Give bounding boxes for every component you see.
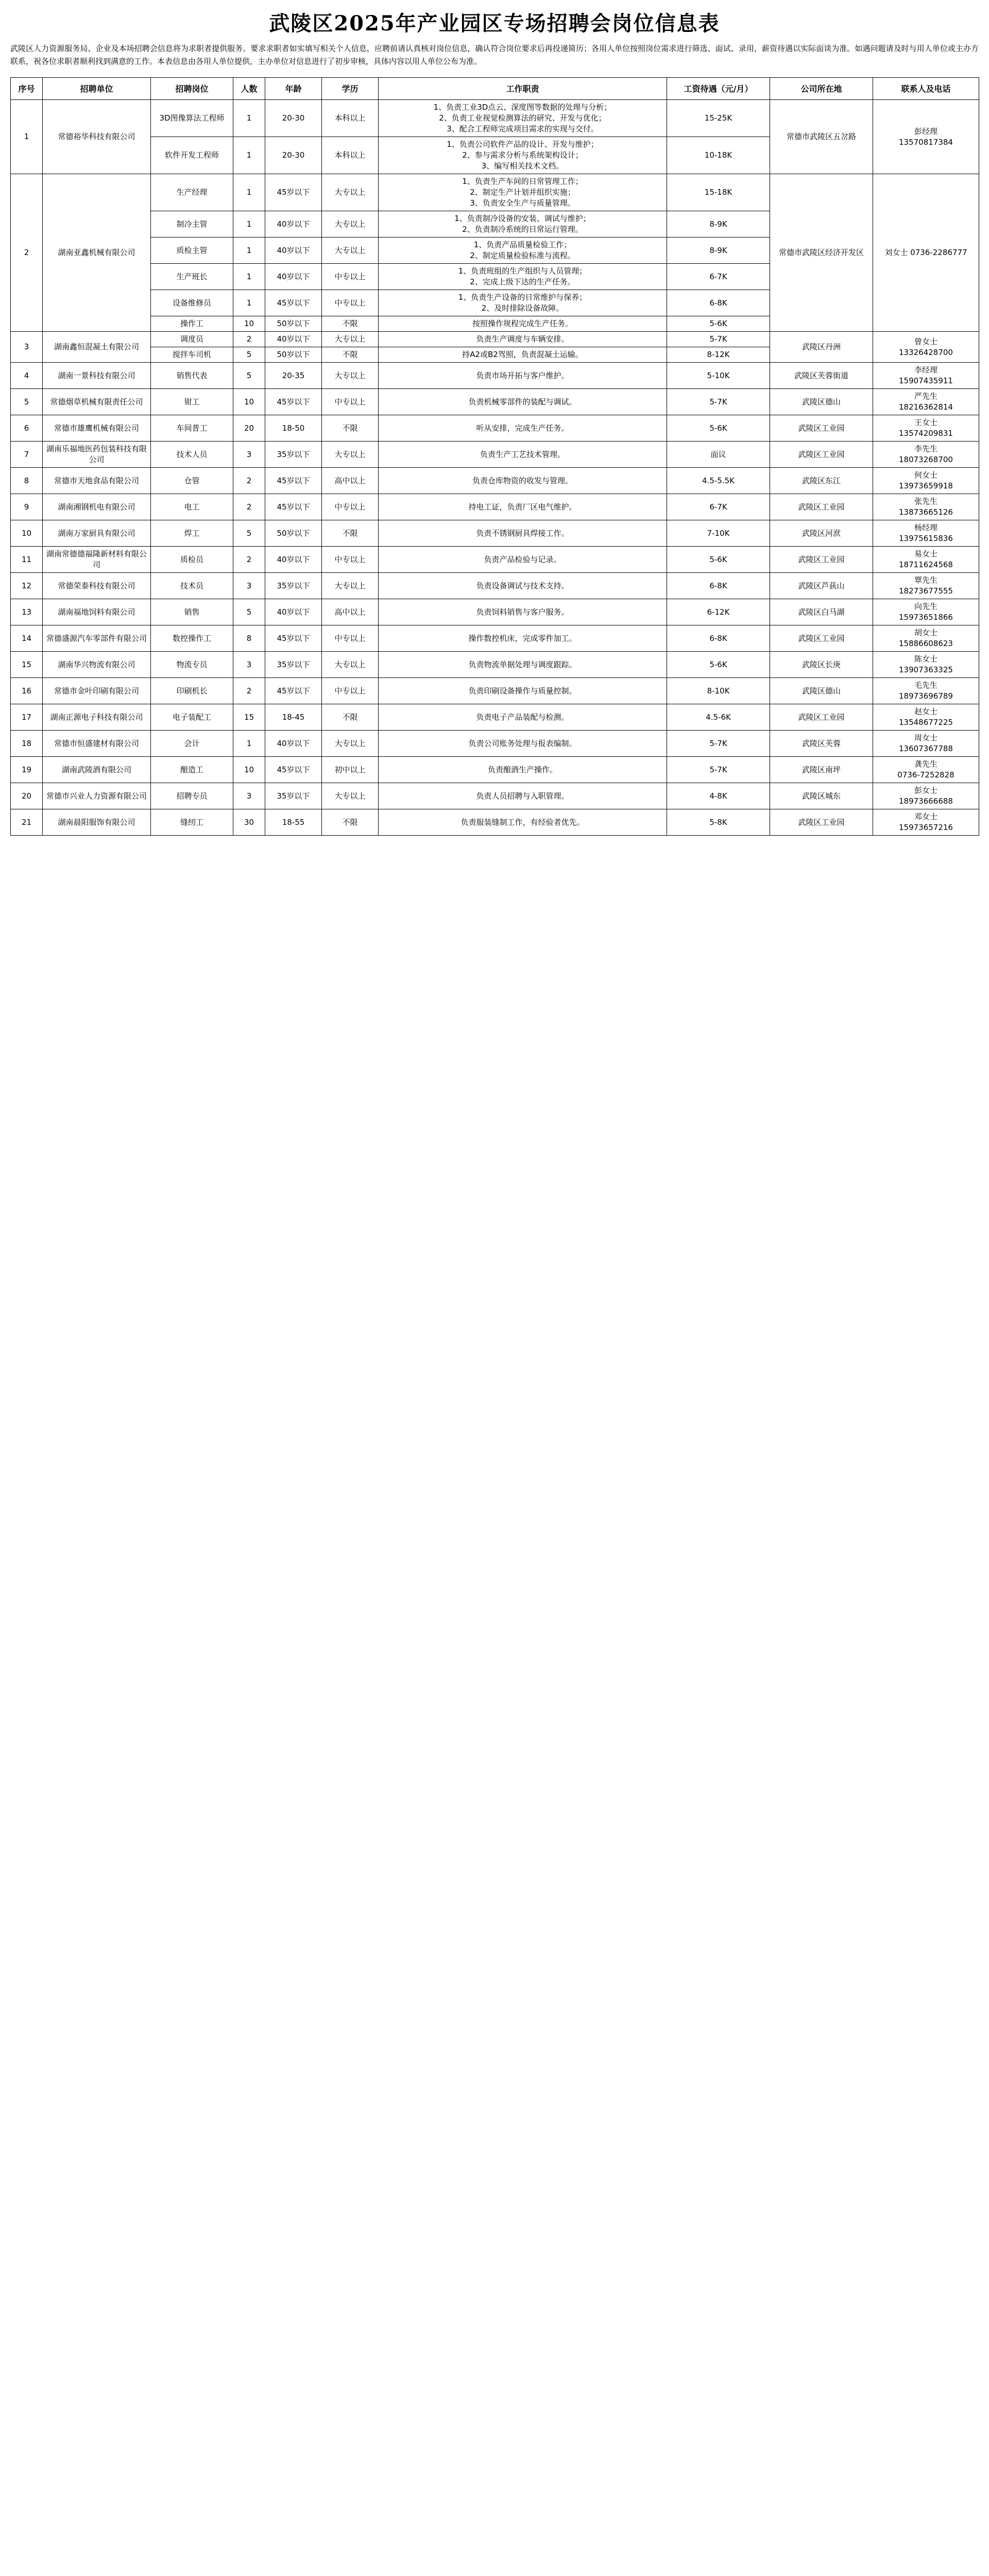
cell-no: 2 bbox=[11, 174, 43, 332]
cell-education: 不限 bbox=[322, 347, 379, 363]
cell-no: 15 bbox=[11, 652, 43, 678]
cell-count: 30 bbox=[233, 809, 265, 836]
cell-education: 大专以上 bbox=[322, 783, 379, 809]
cell-education: 大专以上 bbox=[322, 332, 379, 347]
cell-no: 3 bbox=[11, 332, 43, 363]
cell-salary: 5-6K bbox=[667, 316, 770, 332]
cell-company: 湖南一景科技有限公司 bbox=[43, 363, 151, 389]
cell-education: 中专以上 bbox=[322, 264, 379, 290]
cell-location: 武陵区丹洲 bbox=[770, 332, 873, 363]
cell-duties: 操作数控机床，完成零件加工。 bbox=[379, 625, 667, 652]
intro-text: 武陵区人力资源服务局、企业及本场招聘会信息将为求职者提供服务。要求求职者如实填写相关个人信息，应聘前请认真核对岗位信息，确认符合岗位要求后再投递简历；各用人单位按照岗位需求进行筛选、面试、录用，薪资待遇以实际面谈为准。如遇问题请及时与用人单位或主办方联系，祝各位求职者顺利找到满意的工作。本表信息由各用人单位提供，主办单位对信息进行了初步审核，具体内容以用人单位公布为准。 bbox=[10, 44, 979, 66]
cell-salary: 6-8K bbox=[667, 573, 770, 599]
cell-position: 技术人员 bbox=[151, 442, 233, 468]
cell-contact: 李经理 15907435911 bbox=[873, 363, 979, 389]
cell-no: 19 bbox=[11, 757, 43, 783]
cell-duties: 负责生产调度与车辆安排。 bbox=[379, 332, 667, 347]
cell-no: 5 bbox=[11, 389, 43, 415]
cell-position: 电子装配工 bbox=[151, 704, 233, 731]
cell-age: 18-45 bbox=[265, 704, 322, 731]
cell-count: 1 bbox=[233, 100, 265, 137]
table-row bbox=[11, 678, 979, 704]
table-row bbox=[11, 468, 979, 494]
cell-duties: 负责产品检验与记录。 bbox=[379, 547, 667, 573]
cell-contact: 严先生 18216362814 bbox=[873, 389, 979, 415]
cell-contact: 刘女士 0736-2286777 bbox=[873, 174, 979, 332]
cell-no: 17 bbox=[11, 704, 43, 731]
cell-count: 1 bbox=[233, 211, 265, 238]
cell-contact: 彭经理 13570817384 bbox=[873, 100, 979, 174]
cell-duties: 负责服装缝制工作，有经验者优先。 bbox=[379, 809, 667, 836]
table-row bbox=[11, 547, 979, 573]
cell-age: 45岁以下 bbox=[265, 290, 322, 316]
cell-contact: 彭女士 18973666688 bbox=[873, 783, 979, 809]
cell-location: 武陵区南坪 bbox=[770, 757, 873, 783]
cell-education: 中专以上 bbox=[322, 625, 379, 652]
cell-location: 武陵区芙蓉街道 bbox=[770, 363, 873, 389]
cell-no: 10 bbox=[11, 520, 43, 547]
cell-no: 7 bbox=[11, 442, 43, 468]
cell-location: 武陵区城东 bbox=[770, 783, 873, 809]
cell-count: 5 bbox=[233, 363, 265, 389]
cell-position: 缝纫工 bbox=[151, 809, 233, 836]
col-header-company: 招聘单位 bbox=[43, 78, 151, 100]
cell-salary: 5-7K bbox=[667, 332, 770, 347]
cell-position: 生产经理 bbox=[151, 174, 233, 211]
cell-salary: 4.5-5.5K bbox=[667, 468, 770, 494]
cell-education: 不限 bbox=[322, 704, 379, 731]
cell-age: 50岁以下 bbox=[265, 520, 322, 547]
col-header-location: 公司所在地 bbox=[770, 78, 873, 100]
cell-company: 湖南福地饲料有限公司 bbox=[43, 599, 151, 625]
cell-education: 高中以上 bbox=[322, 599, 379, 625]
cell-position: 质检员 bbox=[151, 547, 233, 573]
cell-education: 中专以上 bbox=[322, 678, 379, 704]
cell-contact: 李先生 18073268700 bbox=[873, 442, 979, 468]
cell-age: 35岁以下 bbox=[265, 573, 322, 599]
cell-count: 2 bbox=[233, 468, 265, 494]
table-row bbox=[11, 599, 979, 625]
table-row bbox=[11, 100, 979, 137]
cell-salary: 5-7K bbox=[667, 389, 770, 415]
cell-age: 35岁以下 bbox=[265, 783, 322, 809]
cell-duties: 负责机械零部件的装配与调试。 bbox=[379, 389, 667, 415]
table-row bbox=[11, 704, 979, 731]
table-row bbox=[11, 520, 979, 547]
table-row bbox=[11, 652, 979, 678]
cell-age: 40岁以下 bbox=[265, 332, 322, 347]
cell-age: 40岁以下 bbox=[265, 238, 322, 264]
cell-location: 武陵区德山 bbox=[770, 678, 873, 704]
cell-contact: 向先生 15973651866 bbox=[873, 599, 979, 625]
cell-age: 50岁以下 bbox=[265, 316, 322, 332]
cell-age: 45岁以下 bbox=[265, 625, 322, 652]
cell-no: 6 bbox=[11, 415, 43, 442]
cell-position: 数控操作工 bbox=[151, 625, 233, 652]
col-header-no: 序号 bbox=[11, 78, 43, 100]
cell-age: 40岁以下 bbox=[265, 599, 322, 625]
cell-location: 武陵区河洑 bbox=[770, 520, 873, 547]
cell-salary: 15-25K bbox=[667, 100, 770, 137]
cell-contact: 胡女士 15886608623 bbox=[873, 625, 979, 652]
cell-education: 大专以上 bbox=[322, 652, 379, 678]
cell-duties: 持电工证，负责厂区电气维护。 bbox=[379, 494, 667, 520]
table-row bbox=[11, 625, 979, 652]
cell-age: 45岁以下 bbox=[265, 678, 322, 704]
cell-contact: 何女士 13973659918 bbox=[873, 468, 979, 494]
cell-age: 45岁以下 bbox=[265, 389, 322, 415]
cell-no: 9 bbox=[11, 494, 43, 520]
cell-no: 18 bbox=[11, 731, 43, 757]
cell-location: 常德市武陵区五岔路 bbox=[770, 100, 873, 174]
cell-education: 不限 bbox=[322, 415, 379, 442]
cell-duties: 负责物流单据处理与调度跟踪。 bbox=[379, 652, 667, 678]
cell-salary: 15-18K bbox=[667, 174, 770, 211]
cell-contact: 张先生 13873665126 bbox=[873, 494, 979, 520]
cell-salary: 8-10K bbox=[667, 678, 770, 704]
cell-count: 1 bbox=[233, 290, 265, 316]
cell-duties: 负责人员招聘与入职管理。 bbox=[379, 783, 667, 809]
cell-company: 常德烟草机械有限责任公司 bbox=[43, 389, 151, 415]
cell-company: 常德市金叶印刷有限公司 bbox=[43, 678, 151, 704]
cell-company: 湖南常德德福隆新材料有限公司 bbox=[43, 547, 151, 573]
cell-company: 常德市雄鹰机械有限公司 bbox=[43, 415, 151, 442]
cell-count: 1 bbox=[233, 174, 265, 211]
table-row bbox=[11, 783, 979, 809]
cell-age: 40岁以下 bbox=[265, 211, 322, 238]
cell-count: 2 bbox=[233, 332, 265, 347]
cell-contact: 毛先生 18973696789 bbox=[873, 678, 979, 704]
cell-salary: 6-7K bbox=[667, 494, 770, 520]
cell-count: 10 bbox=[233, 316, 265, 332]
cell-position: 物流专员 bbox=[151, 652, 233, 678]
cell-company: 湖南武陵酒有限公司 bbox=[43, 757, 151, 783]
cell-company: 湖南华兴物流有限公司 bbox=[43, 652, 151, 678]
cell-position: 调度员 bbox=[151, 332, 233, 347]
cell-position: 印刷机长 bbox=[151, 678, 233, 704]
cell-no: 8 bbox=[11, 468, 43, 494]
cell-education: 中专以上 bbox=[322, 547, 379, 573]
cell-duties: 持A2或B2驾照，负责混凝土运输。 bbox=[379, 347, 667, 363]
cell-location: 武陵区东江 bbox=[770, 468, 873, 494]
cell-location: 武陵区工业园 bbox=[770, 625, 873, 652]
cell-salary: 5-7K bbox=[667, 731, 770, 757]
cell-education: 初中以上 bbox=[322, 757, 379, 783]
cell-company: 常德裕华科技有限公司 bbox=[43, 100, 151, 174]
cell-count: 3 bbox=[233, 442, 265, 468]
col-header-duties: 工作职责 bbox=[379, 78, 667, 100]
cell-education: 中专以上 bbox=[322, 494, 379, 520]
cell-contact: 陈女士 13907363325 bbox=[873, 652, 979, 678]
cell-position: 会计 bbox=[151, 731, 233, 757]
table-row bbox=[11, 389, 979, 415]
cell-duties: 负责不锈钢厨具焊接工作。 bbox=[379, 520, 667, 547]
cell-location: 武陵区工业园 bbox=[770, 704, 873, 731]
cell-company: 常德市天地食品有限公司 bbox=[43, 468, 151, 494]
cell-contact: 王女士 13574209831 bbox=[873, 415, 979, 442]
cell-company: 湖南正源电子科技有限公司 bbox=[43, 704, 151, 731]
table-header-row bbox=[11, 78, 979, 100]
cell-no: 1 bbox=[11, 100, 43, 174]
table-row bbox=[11, 332, 979, 347]
cell-duties: 负责印刷设备操作与质量控制。 bbox=[379, 678, 667, 704]
cell-count: 2 bbox=[233, 678, 265, 704]
cell-salary: 8-9K bbox=[667, 238, 770, 264]
cell-company: 湖南万家厨具有限公司 bbox=[43, 520, 151, 547]
cell-location: 武陵区工业园 bbox=[770, 809, 873, 836]
cell-education: 大专以上 bbox=[322, 211, 379, 238]
cell-age: 20-35 bbox=[265, 363, 322, 389]
cell-salary: 6-8K bbox=[667, 625, 770, 652]
cell-position: 招聘专员 bbox=[151, 783, 233, 809]
cell-company: 湖南鑫恒混凝土有限公司 bbox=[43, 332, 151, 363]
cell-education: 大专以上 bbox=[322, 573, 379, 599]
cell-no: 16 bbox=[11, 678, 43, 704]
cell-duties: 1、负责生产设备的日常维护与保养； 2、及时排除设备故障。 bbox=[379, 290, 667, 316]
cell-count: 1 bbox=[233, 731, 265, 757]
col-header-contact: 联系人及电话 bbox=[873, 78, 979, 100]
cell-age: 45岁以下 bbox=[265, 494, 322, 520]
cell-location: 武陵区工业园 bbox=[770, 547, 873, 573]
cell-position: 质检主管 bbox=[151, 238, 233, 264]
cell-age: 35岁以下 bbox=[265, 442, 322, 468]
cell-salary: 5-8K bbox=[667, 809, 770, 836]
cell-duties: 负责设备调试与技术支持。 bbox=[379, 573, 667, 599]
cell-count: 3 bbox=[233, 573, 265, 599]
cell-duties: 按照操作规程完成生产任务。 bbox=[379, 316, 667, 332]
cell-education: 不限 bbox=[322, 316, 379, 332]
cell-salary: 面议 bbox=[667, 442, 770, 468]
cell-duties: 1、负责班组的生产组织与人员管理； 2、完成上级下达的生产任务。 bbox=[379, 264, 667, 290]
cell-duties: 负责市场开拓与客户维护。 bbox=[379, 363, 667, 389]
cell-contact: 龚先生 0736-7252828 bbox=[873, 757, 979, 783]
cell-position: 搅拌车司机 bbox=[151, 347, 233, 363]
cell-no: 11 bbox=[11, 547, 43, 573]
cell-company: 常德市兴业人力资源有限公司 bbox=[43, 783, 151, 809]
cell-count: 15 bbox=[233, 704, 265, 731]
cell-salary: 6-8K bbox=[667, 290, 770, 316]
cell-count: 2 bbox=[233, 547, 265, 573]
cell-age: 20-30 bbox=[265, 100, 322, 137]
cell-education: 大专以上 bbox=[322, 238, 379, 264]
cell-salary: 4-8K bbox=[667, 783, 770, 809]
cell-count: 3 bbox=[233, 652, 265, 678]
cell-duties: 1、负责公司软件产品的设计、开发与维护； 2、参与需求分析与系统架构设计； 3、编写相关技术文档。 bbox=[379, 137, 667, 174]
cell-education: 中专以上 bbox=[322, 389, 379, 415]
cell-education: 不限 bbox=[322, 520, 379, 547]
cell-duties: 负责公司账务处理与报表编制。 bbox=[379, 731, 667, 757]
table-row bbox=[11, 415, 979, 442]
table-row bbox=[11, 363, 979, 389]
cell-position: 设备维修员 bbox=[151, 290, 233, 316]
cell-location: 武陵区工业园 bbox=[770, 415, 873, 442]
cell-education: 大专以上 bbox=[322, 442, 379, 468]
cell-location: 武陵区工业园 bbox=[770, 494, 873, 520]
cell-location: 武陵区白马湖 bbox=[770, 599, 873, 625]
cell-position: 销售 bbox=[151, 599, 233, 625]
cell-age: 18-50 bbox=[265, 415, 322, 442]
cell-salary: 6-7K bbox=[667, 264, 770, 290]
cell-no: 4 bbox=[11, 363, 43, 389]
cell-duties: 负责电子产品装配与检测。 bbox=[379, 704, 667, 731]
cell-company: 常德盛源汽车零部件有限公司 bbox=[43, 625, 151, 652]
cell-count: 1 bbox=[233, 137, 265, 174]
cell-education: 高中以上 bbox=[322, 468, 379, 494]
cell-count: 2 bbox=[233, 494, 265, 520]
cell-salary: 7-10K bbox=[667, 520, 770, 547]
cell-no: 12 bbox=[11, 573, 43, 599]
cell-duties: 负责酿酒生产操作。 bbox=[379, 757, 667, 783]
cell-education: 大专以上 bbox=[322, 174, 379, 211]
cell-salary: 5-6K bbox=[667, 415, 770, 442]
cell-age: 40岁以下 bbox=[265, 731, 322, 757]
cell-company: 湖南乐福地医药包装科技有限公司 bbox=[43, 442, 151, 468]
table-row bbox=[11, 731, 979, 757]
cell-education: 本科以上 bbox=[322, 100, 379, 137]
cell-count: 5 bbox=[233, 347, 265, 363]
cell-age: 18-55 bbox=[265, 809, 322, 836]
cell-age: 45岁以下 bbox=[265, 757, 322, 783]
cell-count: 3 bbox=[233, 783, 265, 809]
cell-position: 操作工 bbox=[151, 316, 233, 332]
cell-salary: 8-12K bbox=[667, 347, 770, 363]
cell-company: 湖南亚鑫机械有限公司 bbox=[43, 174, 151, 332]
cell-education: 大专以上 bbox=[322, 363, 379, 389]
cell-contact: 周女士 13607367788 bbox=[873, 731, 979, 757]
cell-age: 20-30 bbox=[265, 137, 322, 174]
cell-contact: 曾女士 13326428700 bbox=[873, 332, 979, 363]
cell-contact: 覃先生 18273677555 bbox=[873, 573, 979, 599]
table-row bbox=[11, 757, 979, 783]
cell-no: 20 bbox=[11, 783, 43, 809]
cell-position: 制冷主管 bbox=[151, 211, 233, 238]
cell-position: 销售代表 bbox=[151, 363, 233, 389]
cell-count: 1 bbox=[233, 264, 265, 290]
cell-company: 常德荣泰科技有限公司 bbox=[43, 573, 151, 599]
cell-salary: 6-12K bbox=[667, 599, 770, 625]
table-row bbox=[11, 494, 979, 520]
cell-contact: 杨经理 13975615836 bbox=[873, 520, 979, 547]
cell-age: 40岁以下 bbox=[265, 264, 322, 290]
cell-position: 3D图像算法工程师 bbox=[151, 100, 233, 137]
cell-salary: 5-6K bbox=[667, 652, 770, 678]
table-row bbox=[11, 809, 979, 836]
cell-salary: 10-18K bbox=[667, 137, 770, 174]
cell-location: 常德市武陵区经济开发区 bbox=[770, 174, 873, 332]
page-title: 武陵区2025年产业园区专场招聘会岗位信息表 bbox=[269, 11, 720, 36]
cell-age: 40岁以下 bbox=[265, 547, 322, 573]
table-body bbox=[11, 100, 979, 836]
cell-count: 5 bbox=[233, 599, 265, 625]
table-row bbox=[11, 442, 979, 468]
cell-position: 生产班长 bbox=[151, 264, 233, 290]
cell-contact: 赵女士 13548677225 bbox=[873, 704, 979, 731]
cell-count: 5 bbox=[233, 520, 265, 547]
cell-duties: 1、负责工业3D点云、深度图等数据的处理与分析； 2、负责工业视觉检测算法的研究、开发与优化； 3、配合工程师完成项目需求的实现与交付。 bbox=[379, 100, 667, 137]
cell-salary: 8-9K bbox=[667, 211, 770, 238]
cell-count: 20 bbox=[233, 415, 265, 442]
cell-no: 14 bbox=[11, 625, 43, 652]
cell-count: 1 bbox=[233, 238, 265, 264]
cell-education: 中专以上 bbox=[322, 290, 379, 316]
cell-position: 酿造工 bbox=[151, 757, 233, 783]
cell-count: 10 bbox=[233, 389, 265, 415]
cell-no: 21 bbox=[11, 809, 43, 836]
cell-duties: 1、负责生产车间的日常管理工作； 2、制定生产计划并组织实施； 3、负责安全生产与质量管理。 bbox=[379, 174, 667, 211]
col-header-position: 招聘岗位 bbox=[151, 78, 233, 100]
cell-contact: 易女士 18711624568 bbox=[873, 547, 979, 573]
cell-position: 技术员 bbox=[151, 573, 233, 599]
cell-count: 10 bbox=[233, 757, 265, 783]
cell-salary: 5-10K bbox=[667, 363, 770, 389]
cell-duties: 听从安排，完成生产任务。 bbox=[379, 415, 667, 442]
cell-education: 不限 bbox=[322, 809, 379, 836]
cell-duties: 负责饲料销售与客户服务。 bbox=[379, 599, 667, 625]
cell-duties: 1、负责制冷设备的安装、调试与维护； 2、负责制冷系统的日常运行管理。 bbox=[379, 211, 667, 238]
col-header-count: 人数 bbox=[233, 78, 265, 100]
cell-salary: 5-7K bbox=[667, 757, 770, 783]
cell-duties: 负责仓库物资的收发与管理。 bbox=[379, 468, 667, 494]
cell-age: 45岁以下 bbox=[265, 468, 322, 494]
cell-company: 湖南湘钢机电有限公司 bbox=[43, 494, 151, 520]
col-header-age: 年龄 bbox=[265, 78, 322, 100]
cell-location: 武陵区长庚 bbox=[770, 652, 873, 678]
col-header-salary: 工资待遇（元/月） bbox=[667, 78, 770, 100]
cell-duties: 负责生产工艺技术管理。 bbox=[379, 442, 667, 468]
cell-position: 焊工 bbox=[151, 520, 233, 547]
cell-salary: 4.5-6K bbox=[667, 704, 770, 731]
cell-age: 45岁以下 bbox=[265, 174, 322, 211]
cell-location: 武陵区芦荻山 bbox=[770, 573, 873, 599]
cell-location: 武陵区德山 bbox=[770, 389, 873, 415]
cell-position: 车间普工 bbox=[151, 415, 233, 442]
table-row bbox=[11, 174, 979, 211]
table-row bbox=[11, 573, 979, 599]
cell-position: 仓管 bbox=[151, 468, 233, 494]
cell-education: 本科以上 bbox=[322, 137, 379, 174]
cell-count: 8 bbox=[233, 625, 265, 652]
cell-location: 武陵区工业园 bbox=[770, 442, 873, 468]
cell-contact: 邓女士 15973657216 bbox=[873, 809, 979, 836]
cell-no: 13 bbox=[11, 599, 43, 625]
cell-position: 软件开发工程师 bbox=[151, 137, 233, 174]
cell-company: 湖南晨阳服饰有限公司 bbox=[43, 809, 151, 836]
cell-education: 大专以上 bbox=[322, 731, 379, 757]
cell-location: 武陵区芙蓉 bbox=[770, 731, 873, 757]
cell-position: 钳工 bbox=[151, 389, 233, 415]
cell-salary: 5-6K bbox=[667, 547, 770, 573]
col-header-education: 学历 bbox=[322, 78, 379, 100]
cell-duties: 1、负责产品质量检验工作； 2、制定质量检验标准与流程。 bbox=[379, 238, 667, 264]
cell-company: 常德市恒盛建材有限公司 bbox=[43, 731, 151, 757]
cell-age: 50岁以下 bbox=[265, 347, 322, 363]
job-table bbox=[10, 77, 979, 836]
cell-position: 电工 bbox=[151, 494, 233, 520]
cell-age: 35岁以下 bbox=[265, 652, 322, 678]
